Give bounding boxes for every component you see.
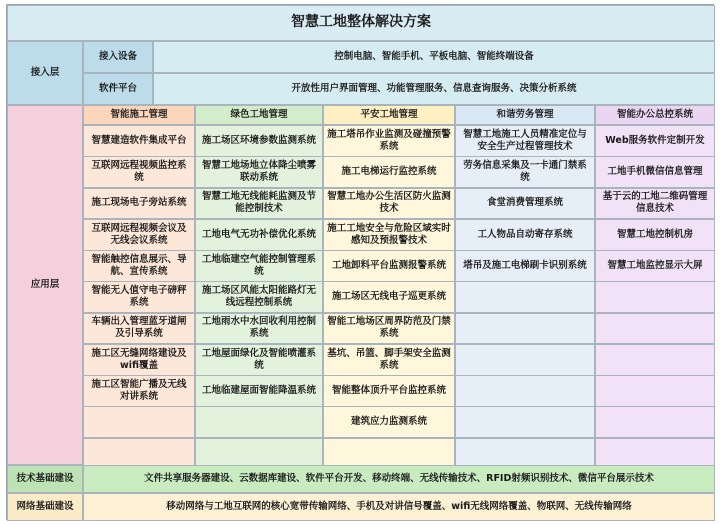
office-control-item — [595, 281, 715, 313]
column-header-smart-construction: 智能施工管理 — [83, 105, 195, 125]
safe-site-item: 施工场区无线电子巡更系统 — [323, 281, 455, 313]
access-device-content: 控制电脑、智能手机、平板电脑、智能终端设备 — [153, 41, 715, 73]
green-site-item: 智慧工地场地立体降尘喷雾联动系统 — [195, 156, 323, 188]
office-control-item — [595, 375, 715, 407]
software-platform-content: 开放性用户界面管理、功能管理服务、信息查询服务、决策分析系统 — [153, 73, 715, 105]
labor-item: 劳务信息采集及一卡通门禁系统 — [455, 156, 595, 188]
network-foundation-label: 网络基础建设 — [7, 493, 83, 521]
access-device-label: 接入设备 — [83, 41, 153, 73]
smart-construction-item — [83, 406, 195, 438]
column-header-green-site: 绿色工地管理 — [195, 105, 323, 125]
column-header-office-control: 智能办公总控系统 — [595, 105, 715, 125]
office-control-item — [595, 344, 715, 376]
labor-item — [455, 375, 595, 407]
safe-site-item: 工地卸料平台监测报警系统 — [323, 250, 455, 282]
tech-foundation-label: 技术基础建设 — [7, 465, 83, 493]
office-control-item: Web服务软件定制开发 — [595, 125, 715, 157]
smart-construction-item: 施工区无缝网络建设及wifi覆盖 — [83, 344, 195, 376]
office-control-item: 智慧工地控制机房 — [595, 219, 715, 251]
green-site-item: 工地电气无功补偿优化系统 — [195, 219, 323, 251]
software-platform-label: 软件平台 — [83, 73, 153, 105]
safe-site-item: 施工工地安全与危险区域实时感知及预报警技术 — [323, 219, 455, 251]
labor-item — [455, 344, 595, 376]
network-foundation-content: 移动网络与工地互联网的核心宽带传输网络、手机及对讲信号覆盖、wifi无线网络覆盖、物联网、无线传输网络 — [83, 493, 715, 521]
smart-construction-item: 互联网远程视频会议及无线会议系统 — [83, 219, 195, 251]
smart-construction-item: 智能无人值守电子磅秤系统 — [83, 281, 195, 313]
office-control-item: 工地手机微信信息管理 — [595, 156, 715, 188]
safe-site-item: 施工塔吊作业监测及碰撞预警系统 — [323, 125, 455, 157]
column-header-safe-site: 平安工地管理 — [323, 105, 455, 125]
safe-site-item: 建筑应力监测系统 — [323, 406, 455, 438]
labor-item — [455, 313, 595, 345]
smart-construction-item: 互联网远程视频监控系统 — [83, 156, 195, 188]
office-control-item — [595, 313, 715, 345]
tech-foundation-content: 文件共享服务器建设、云数据库建设、软件平台开发、移动终端、无线传输技术、RFID射频识别技术、微信平台展示技术 — [83, 465, 715, 493]
green-site-item: 智慧工地无线能耗监测及节能控制技术 — [195, 188, 323, 220]
labor-item: 智慧工地施工人员精准定位与安全生产过程管理技术 — [455, 125, 595, 157]
labor-item: 工人物品自动寄存系统 — [455, 219, 595, 251]
smart-construction-item: 施工现场电子旁站系统 — [83, 188, 195, 220]
green-site-item: 工地雨水中水回收利用控制系统 — [195, 313, 323, 345]
labor-item: 食堂消费管理系统 — [455, 188, 595, 220]
smart-construction-item: 车辆出入管理蓝牙道闸及引导系统 — [83, 313, 195, 345]
safe-site-item: 智慧工地办公生活区防火监测技术 — [323, 188, 455, 220]
labor-item — [455, 406, 595, 438]
diagram-title: 智慧工地整体解决方案 — [7, 5, 715, 41]
smart-construction-item: 智能触控信息展示、导航、宣传系统 — [83, 250, 195, 282]
smart-construction-item: 施工区智能广播及无线对讲系统 — [83, 375, 195, 407]
green-site-item: 施工场区环境参数监测系统 — [195, 125, 323, 157]
green-site-item: 施工场区风能太阳能路灯无线远程控制系统 — [195, 281, 323, 313]
labor-item — [455, 281, 595, 313]
green-site-item: 工地临建空气能控制管理系统 — [195, 250, 323, 282]
office-control-item: 智慧工地监控显示大屏 — [595, 250, 715, 282]
office-control-item: 基于云的工地二维码管理信息技术 — [595, 188, 715, 220]
green-site-item — [195, 406, 323, 438]
solution-diagram — [6, 4, 714, 520]
green-site-item: 工地临建屋面智能降温系统 — [195, 375, 323, 407]
application-layer-label: 应用层 — [7, 105, 83, 465]
safe-site-item: 智能整体顶升平台监控系统 — [323, 375, 455, 407]
office-control-item — [595, 406, 715, 438]
access-layer-label: 接入层 — [7, 41, 83, 105]
green-site-item: 工地屋面绿化及智能喷灌系统 — [195, 344, 323, 376]
safe-site-item: 基坑、吊篮、脚手架安全监测系统 — [323, 344, 455, 376]
safe-site-item: 施工电梯运行监控系统 — [323, 156, 455, 188]
column-header-labor: 和谐劳务管理 — [455, 105, 595, 125]
smart-construction-item: 智慧建造软件集成平台 — [83, 125, 195, 157]
labor-item: 塔吊及施工电梯刷卡识别系统 — [455, 250, 595, 282]
safe-site-item: 智能工地场区周界防范及门禁系统 — [323, 313, 455, 345]
